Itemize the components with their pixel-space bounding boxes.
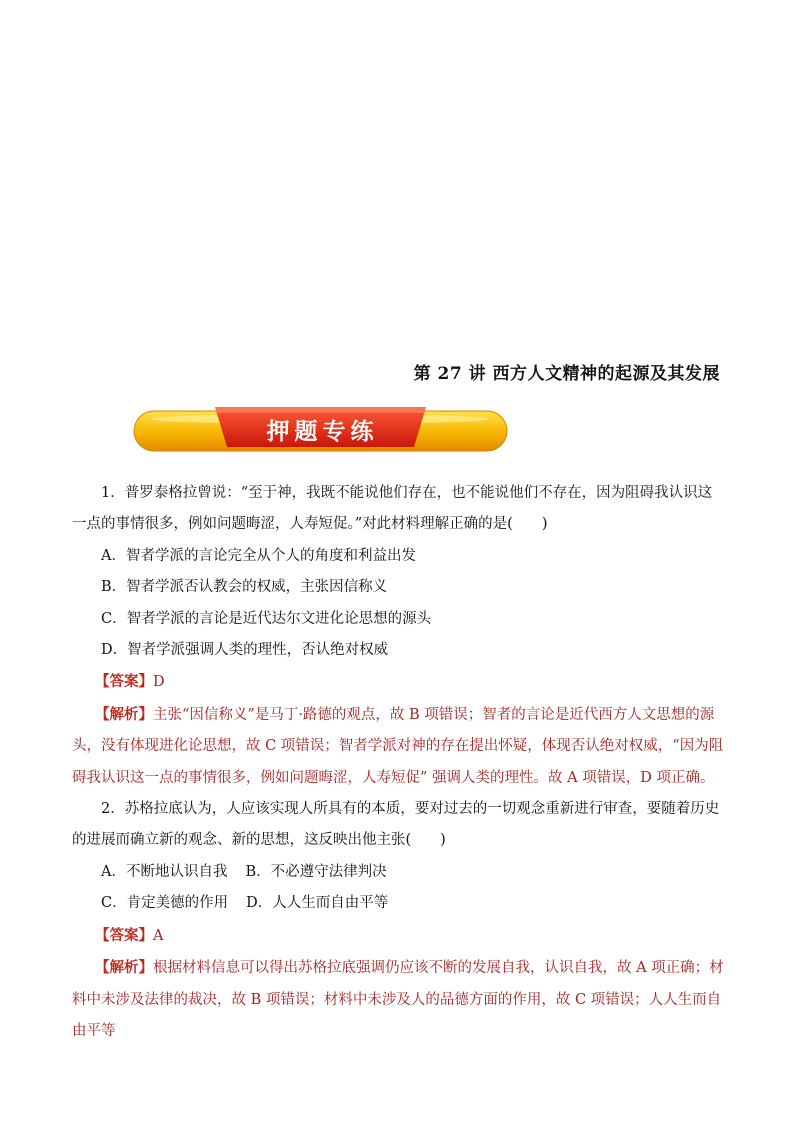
option-a: A．智者学派的言论完全从个人的角度和利益出发 — [101, 547, 416, 564]
lesson-title: 第 27 讲 西方人文精神的起源及其发展 — [413, 364, 720, 384]
option-c: C．智者学派的言论是近代达尔文进化论思想的源头 — [101, 610, 432, 627]
option-d: D．智者学派强调人类的理性，否认绝对权威 — [101, 642, 389, 659]
answer — [72, 666, 726, 698]
question-stem: 2．苏格拉底认为，人应该实现人所具有的本质，要对过去的一切观念重新进行审查，要随着历史的进展而确立新的观念、新的思想，这反映出他主张( ) — [72, 801, 720, 849]
question-1 — [72, 478, 726, 794]
option-d: D．人人生而自由平等 — [246, 895, 389, 912]
analysis-tag: 【解析】 — [95, 705, 153, 723]
analysis-text: 根据材料信息可以得出苏格拉底强调仍应该不断的发展自我，认识自我，故 A 项正确；材料中未涉及法律的裁决，故 B 项错误；材料中未涉及人的品德方面的作用，故 C 项错误；人人生而自由平等 — [72, 960, 724, 1039]
option-b: B．智者学派否认教会的权威，主张因信称义 — [101, 579, 388, 596]
question-stem: 1．普罗泰格拉曾说：“至于神，我既不能说他们存在，也不能说他们不存在，因为阻碍我认识这一点的事情很多，例如问题晦涩，人寿短促。”对此材料理解正确的是( ) — [72, 485, 713, 533]
analysis-text: 主张“因信称义”是马丁·路德的观点，故 B 项错误；智者的言论是近代西方人文思想的源头，没有体现进化论思想，故 C 项错误；智者学派对神的存在提出怀疑，体现否认绝对权威，“因为阻碍我认识这一点的事情很多，例如问题晦涩，人寿短促” 强调人类的理性。故 A 项错误，D 项正确。 — [72, 706, 724, 786]
option-row-ab — [72, 857, 726, 888]
answer — [72, 920, 726, 952]
option-c: C．肯定美德的作用 — [101, 895, 229, 912]
option-a: A．不断地认识自我 — [101, 863, 228, 880]
question-2 — [72, 794, 726, 1047]
answer-value: A — [153, 927, 164, 944]
answer-tag: 【答案】 — [95, 673, 153, 691]
section-banner — [133, 405, 508, 453]
answer-value: D — [153, 674, 165, 691]
analysis-tag: 【解析】 — [95, 959, 153, 977]
answer-tag: 【答案】 — [95, 926, 153, 944]
analysis — [72, 952, 726, 1047]
banner-label: 押题专练 — [266, 418, 379, 445]
analysis — [72, 699, 726, 794]
question-list — [72, 478, 726, 1047]
option-b: B．不必遵守法律判决 — [245, 863, 387, 880]
option-row-cd — [72, 888, 726, 919]
